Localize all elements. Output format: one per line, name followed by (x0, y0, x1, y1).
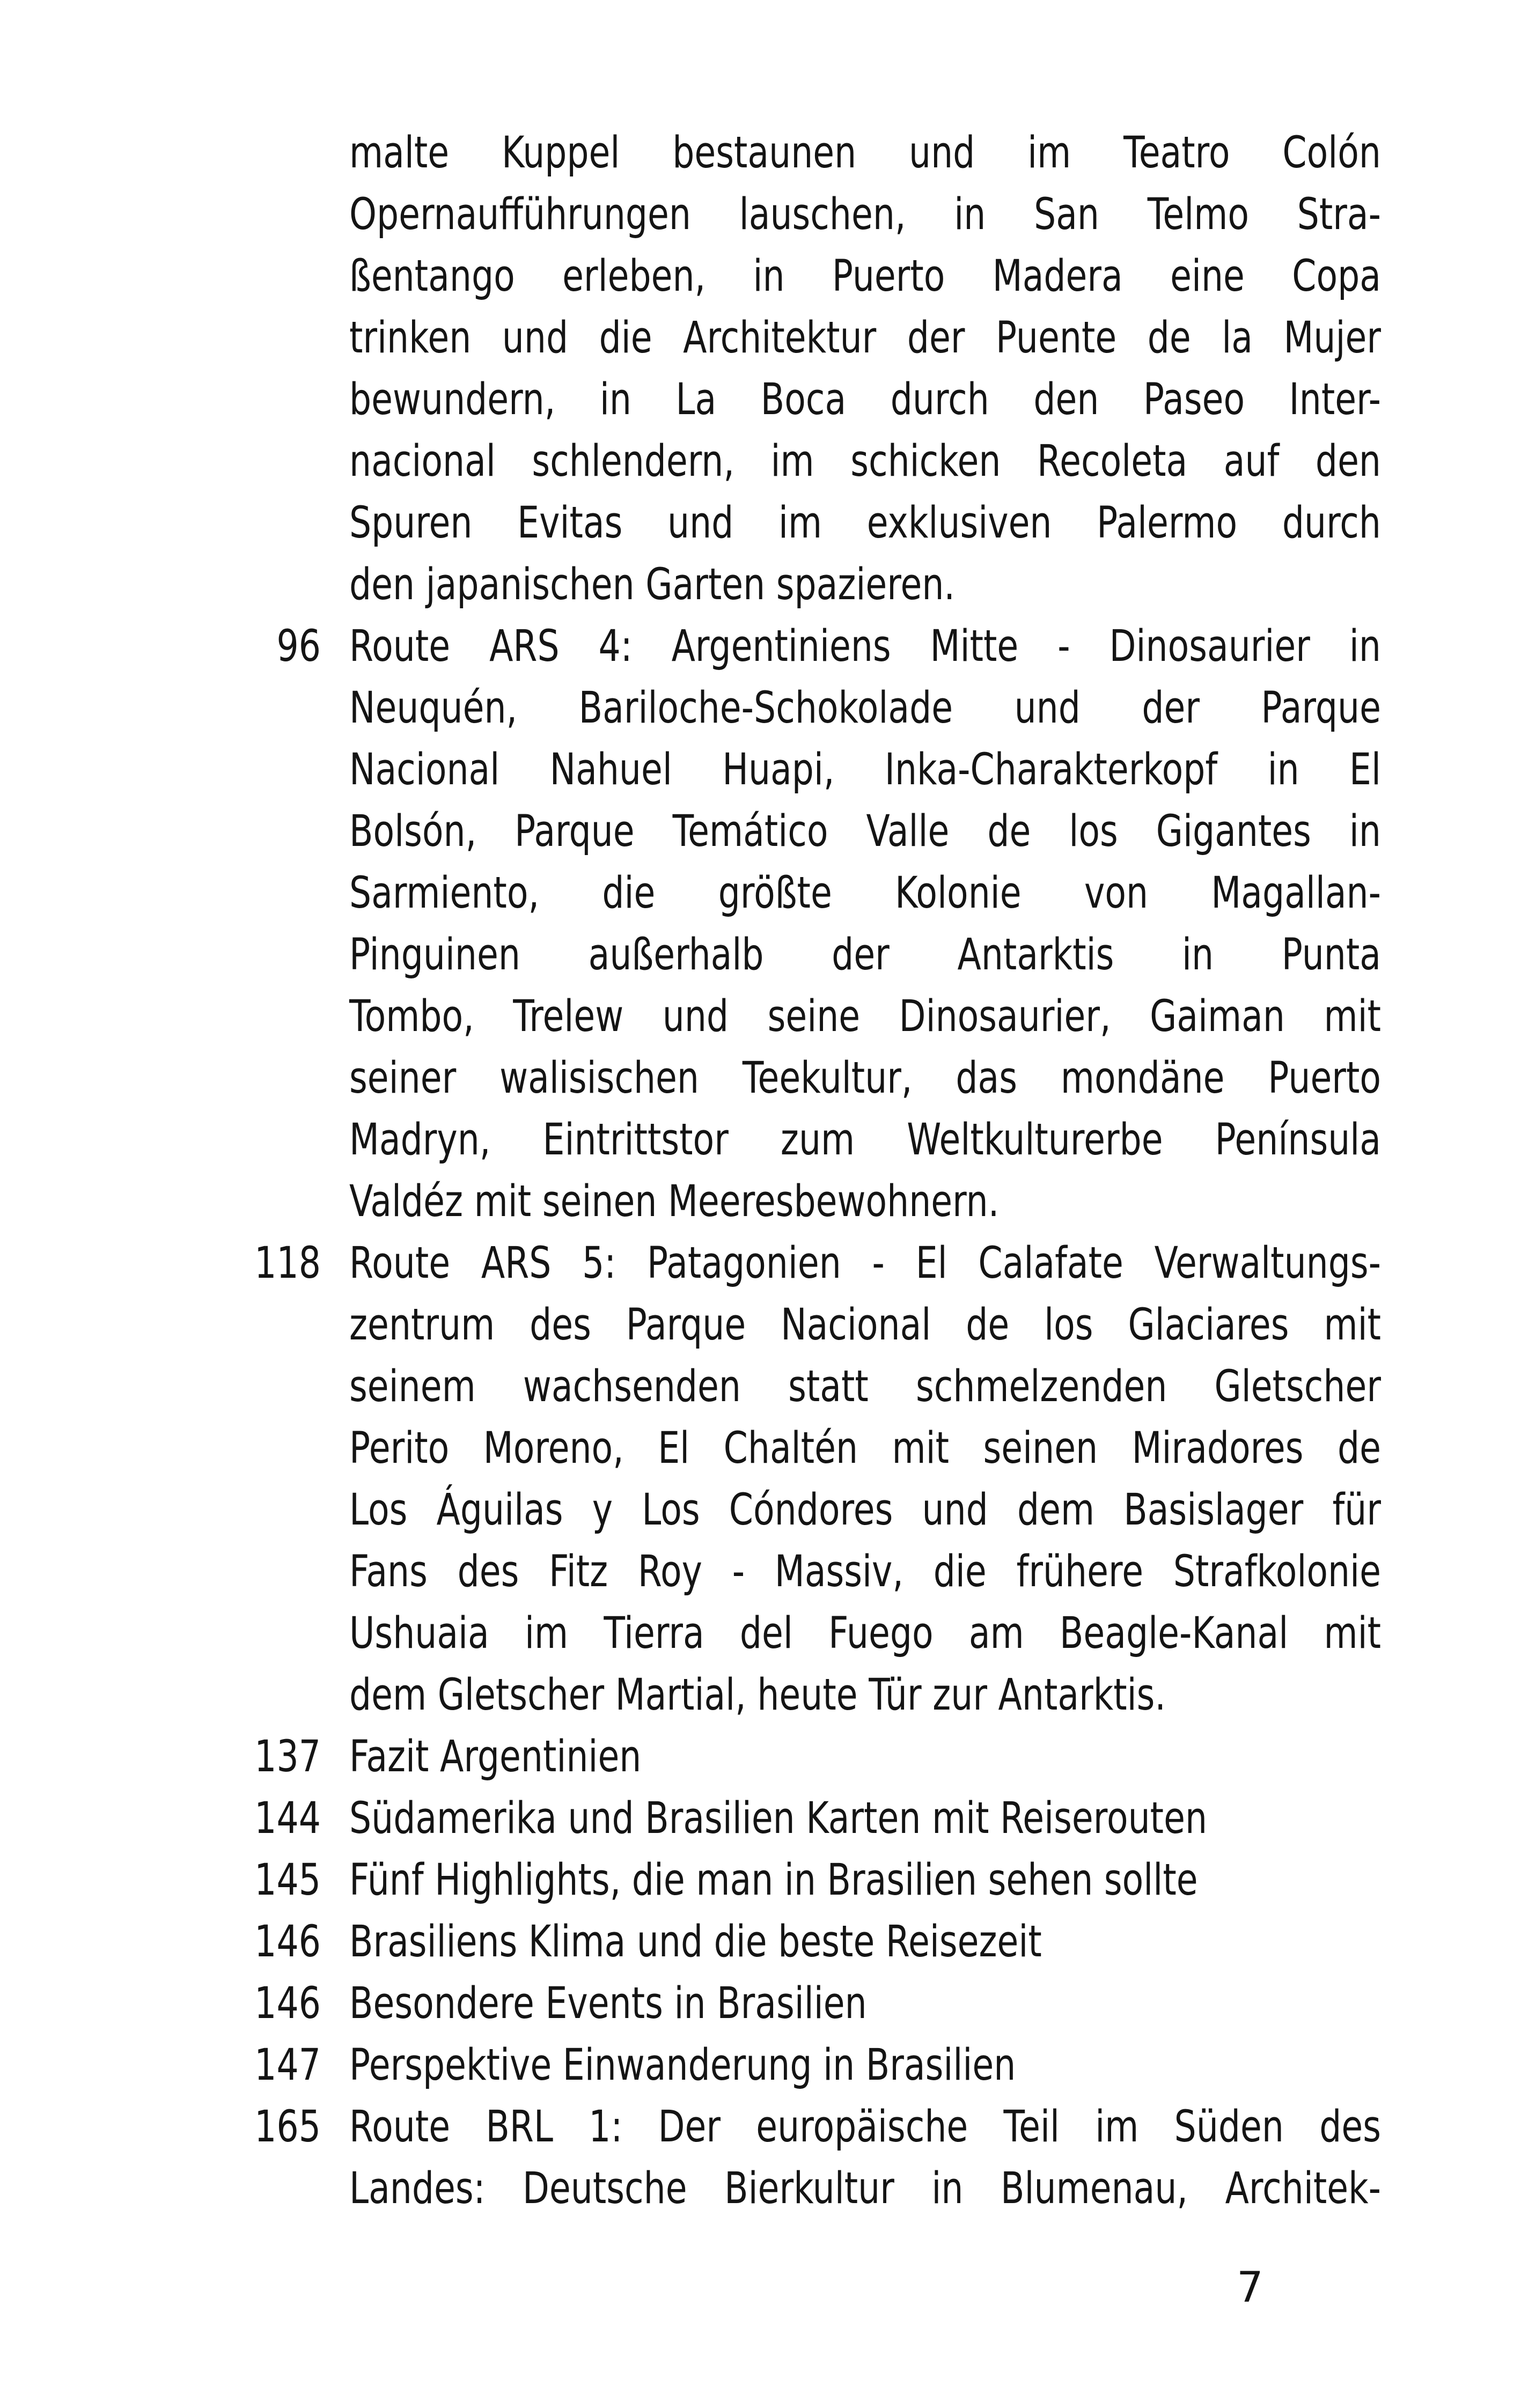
toc-line: Fazit Argentinien (349, 1732, 642, 1782)
toc-entry-text (349, 616, 1381, 1233)
toc-line: dem Gletscher Martial, heute Tür zur Antarktis. (349, 1670, 1166, 1720)
toc-entry-text (349, 1233, 1381, 1726)
toc-entry-text (349, 1911, 1381, 1973)
toc-line: Sarmiento, die größte Kolonie von Magallan- (349, 868, 1381, 918)
toc-page-number: 96 (276, 621, 321, 672)
toc-entry-continued (0, 122, 1521, 616)
toc-line: bewundern, in La Boca durch den Paseo Inter- (349, 374, 1381, 425)
toc-entry-text (349, 122, 1381, 616)
toc-entry-text (349, 1726, 1381, 1788)
toc-line: zentrum des Parque Nacional de los Glaciares mit (349, 1300, 1381, 1350)
toc-entry-text (349, 2096, 1381, 2220)
toc-line: malte Kuppel bestaunen und im Teatro Colón (349, 128, 1381, 178)
toc-page-number: 146 (254, 1917, 321, 1967)
toc-entry-text (349, 1788, 1381, 1850)
toc-line: Route BRL 1: Der europäische Teil im Süden des (349, 2102, 1381, 2152)
toc-line: Ushuaia im Tierra del Fuego am Beagle-Kanal mit (349, 1608, 1381, 1659)
toc-page-number: 118 (254, 1238, 321, 1288)
toc-line: Südamerika und Brasilien Karten mit Reiserouten (349, 1793, 1208, 1844)
toc-entry (0, 1850, 1521, 1911)
toc-line: seiner walisischen Teekultur, das mondäne Puerto (349, 1053, 1381, 1103)
toc-line: Madryn, Eintrittstor zum Weltkulturerbe Península (349, 1115, 1381, 1165)
toc-line: Route ARS 4: Argentiniens Mitte - Dinosaurier in (349, 621, 1381, 672)
toc-line: Perspektive Einwanderung in Brasilien (349, 2040, 1016, 2090)
toc-page-number: 147 (254, 2040, 321, 2090)
toc-line: Nacional Nahuel Huapi, Inka-Charakterkopf in El (349, 745, 1381, 795)
toc-page-number: 165 (254, 2102, 321, 2152)
toc-entry (0, 1233, 1521, 1726)
page-number: 7 (1237, 2264, 1263, 2312)
toc-line: Opernaufführungen lauschen, in San Telmo Stra- (349, 189, 1381, 240)
toc-line: Besondere Events in Brasilien (349, 1978, 867, 2029)
toc-line: Pinguinen außerhalb der Antarktis in Punta (349, 930, 1381, 980)
table-of-contents (0, 122, 1521, 2220)
toc-entry (0, 1973, 1521, 2035)
toc-line: Brasiliens Klima und die beste Reisezeit (349, 1917, 1042, 1967)
toc-entry (0, 616, 1521, 1233)
toc-line: Landes: Deutsche Bierkultur in Blumenau, Architek- (349, 2163, 1381, 2214)
toc-entry-text (349, 1850, 1381, 1911)
toc-entry-text (349, 2035, 1381, 2096)
toc-entry (0, 1788, 1521, 1850)
toc-line: seinem wachsenden statt schmelzenden Gletscher (349, 1361, 1381, 1412)
toc-entry (0, 1911, 1521, 1973)
toc-line: nacional schlendern, im schicken Recoleta auf den (349, 436, 1381, 487)
toc-page-number: 144 (254, 1793, 321, 1844)
toc-line: Tombo, Trelew und seine Dinosaurier, Gaiman mit (349, 991, 1381, 1042)
toc-line: Perito Moreno, El Chaltén mit seinen Miradores de (349, 1423, 1381, 1474)
toc-entry (0, 2096, 1521, 2220)
toc-line: Route ARS 5: Patagonien - El Calafate Verwaltungs- (349, 1238, 1381, 1288)
toc-line: trinken und die Architektur der Puente de la Mujer (349, 313, 1381, 363)
toc-line: Fünf Highlights, die man in Brasilien sehen sollte (349, 1855, 1198, 1905)
toc-line: Bolsón, Parque Temático Valle de los Gigantes in (349, 806, 1381, 857)
toc-entry (0, 2035, 1521, 2096)
toc-line: Valdéz mit seinen Meeresbewohnern. (349, 1176, 1000, 1227)
toc-line: ßentango erleben, in Puerto Madera eine Copa (349, 251, 1381, 301)
toc-line: den japanischen Garten spazieren. (349, 559, 956, 610)
toc-line: Neuquén, Bariloche-Schokolade und der Parque (349, 683, 1381, 733)
toc-page-number: 137 (254, 1732, 321, 1782)
toc-line: Spuren Evitas und im exklusiven Palermo durch (349, 498, 1381, 548)
toc-line: Fans des Fitz Roy - Massiv, die frühere Strafkolonie (349, 1547, 1381, 1597)
toc-entry (0, 1726, 1521, 1788)
toc-entry-text (349, 1973, 1381, 2035)
toc-line: Los Águilas y Los Cóndores und dem Basislager für (349, 1485, 1381, 1535)
toc-page-number: 145 (254, 1855, 321, 1905)
toc-page-number: 146 (254, 1978, 321, 2029)
